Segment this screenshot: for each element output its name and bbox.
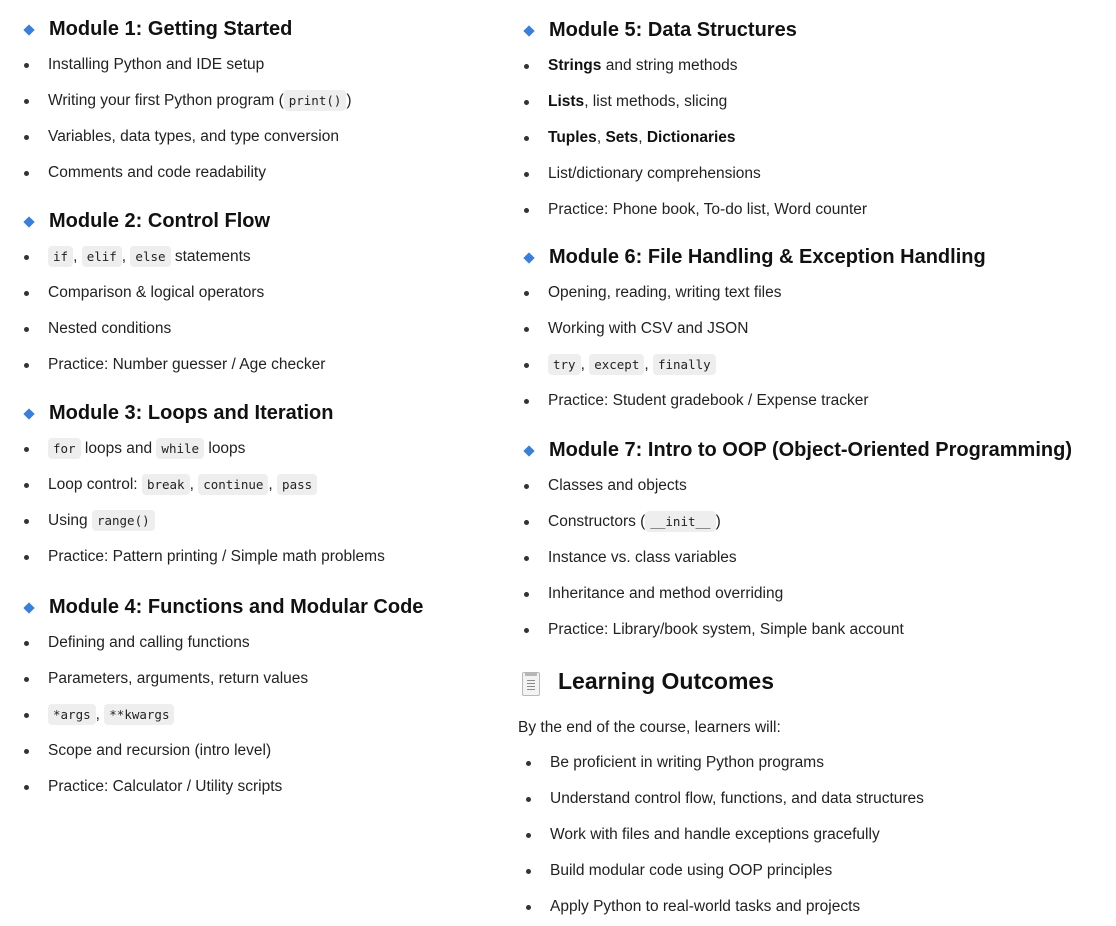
bullet-icon (526, 761, 531, 766)
text-run: Opening, reading, writing text files (548, 284, 782, 301)
item-text (548, 468, 687, 504)
item-text (548, 84, 727, 120)
item-text (48, 661, 308, 697)
text-run: loops and (80, 440, 157, 457)
bullet-icon (24, 327, 29, 332)
module-title: Module 4: Functions and Modular Code (49, 596, 424, 618)
text-run: Practice: Calculator / Utility scripts (48, 778, 283, 795)
item-text (48, 539, 385, 575)
bullet-icon (24, 785, 29, 790)
bullet-icon (24, 749, 29, 754)
text-run: , (189, 476, 199, 493)
item-text (548, 192, 867, 228)
text-run: Instance vs. class variables (548, 549, 737, 566)
code-snippet: for (48, 438, 81, 459)
outcome-item: Work with files and handle exceptions gracefully (502, 817, 1102, 853)
text-run: , (121, 248, 131, 265)
text-run: ) (346, 92, 352, 109)
item-text (48, 239, 251, 275)
bullet-icon (24, 135, 29, 140)
module-title: Module 1: Getting Started (49, 18, 293, 40)
item-text (548, 540, 737, 576)
learning-outcomes-intro: By the end of the course, learners will: (518, 719, 781, 736)
bullet-icon (24, 641, 29, 646)
text-run: Comparison & logical operators (48, 284, 265, 301)
bullet-icon (524, 208, 529, 213)
code-snippet: __init__ (645, 511, 715, 532)
item-text (48, 733, 271, 769)
code-snippet: try (548, 354, 581, 375)
text-run: , (580, 356, 590, 373)
text-run: Defining and calling functions (48, 634, 250, 651)
bullet-icon (524, 136, 529, 141)
text-run: , (268, 476, 278, 493)
bullet-icon (24, 677, 29, 682)
code-snippet: range() (92, 510, 155, 531)
text-run: Parameters, arguments, return values (48, 670, 309, 687)
outcome-item: Be proficient in writing Python programs (502, 745, 1102, 781)
item-text (548, 120, 736, 156)
bullet-icon (524, 628, 529, 633)
item-text (548, 275, 781, 311)
text-run: Inheritance and method overriding (548, 585, 784, 602)
notepad-icon (522, 672, 540, 696)
text-run: Variables, data types, and type conversion (48, 128, 339, 145)
text-run: Working with CSV and JSON (548, 320, 749, 337)
code-snippet: except (589, 354, 644, 375)
bullet-icon (524, 100, 529, 105)
text-run: , (638, 129, 647, 146)
text-run: Practice: Number guesser / Age checker (48, 356, 326, 373)
bullet-icon (524, 592, 529, 597)
text-run: and string methods (601, 57, 738, 74)
text-run: statements (170, 248, 251, 265)
item-text (48, 769, 282, 805)
item-text (548, 48, 738, 84)
text-run: , (73, 248, 82, 265)
module-title: Module 5: Data Structures (549, 19, 797, 41)
module-title: Module 3: Loops and Iteration (49, 402, 334, 424)
item-text (548, 156, 761, 192)
diamond-bullet-icon (523, 25, 534, 36)
bullet-icon (524, 291, 529, 296)
bullet-icon (524, 520, 529, 525)
text-run: , (644, 356, 653, 373)
code-snippet: else (130, 246, 170, 267)
bullet-icon (524, 64, 529, 69)
bullet-icon (24, 713, 29, 718)
text-run: Practice: Pattern printing / Simple math problems (48, 548, 385, 565)
text-run: Nested conditions (48, 320, 172, 337)
text-run: Writing your first Python program ( (48, 92, 284, 109)
text-run: Installing Python and IDE setup (48, 56, 265, 73)
bullet-icon (24, 555, 29, 560)
item-text (48, 83, 352, 119)
bullet-icon (526, 797, 531, 802)
diamond-bullet-icon (23, 24, 34, 35)
item-text (548, 311, 748, 347)
code-snippet: elif (82, 246, 122, 267)
bold-term: Tuples (548, 129, 597, 146)
bold-term: Lists (548, 93, 585, 110)
text-run: , (596, 129, 606, 146)
bold-term: Dictionaries (646, 129, 736, 146)
text-run: Loop control: (48, 476, 142, 493)
learning-outcomes-title: Learning Outcomes (558, 668, 774, 694)
code-snippet: break (142, 474, 190, 495)
code-snippet: while (156, 438, 204, 459)
item-text (48, 119, 339, 155)
code-snippet: finally (653, 354, 716, 375)
bullet-icon (24, 519, 29, 524)
code-snippet: if (48, 246, 73, 267)
text-run: Scope and recursion (intro level) (48, 742, 272, 759)
code-snippet: print() (284, 90, 347, 111)
item-text (48, 311, 171, 347)
bullet-icon (526, 869, 531, 874)
item-text (48, 503, 155, 539)
item-text (48, 155, 266, 191)
code-snippet: continue (198, 474, 268, 495)
item-text (48, 347, 325, 383)
bullet-icon (526, 833, 531, 838)
diamond-bullet-icon (23, 408, 34, 419)
item-text (48, 47, 264, 83)
bullet-icon (524, 556, 529, 561)
item-text (48, 431, 245, 467)
item-text (548, 576, 783, 612)
text-run: Comments and code readability (48, 164, 266, 181)
code-snippet: **kwargs (104, 704, 174, 725)
text-run: Using (48, 512, 92, 529)
bullet-icon (24, 171, 29, 176)
item-text (48, 625, 250, 661)
text-run: loops (204, 440, 246, 457)
bullet-icon (524, 363, 529, 368)
bullet-icon (24, 99, 29, 104)
outcome-item: Apply Python to real-world tasks and projects (502, 889, 1102, 925)
outcome-item: Understand control flow, functions, and data structures (502, 781, 1102, 817)
code-snippet: *args (48, 704, 96, 725)
bullet-icon (24, 255, 29, 260)
module-title: Module 7: Intro to OOP (Object-Oriented Programming) (549, 439, 1072, 461)
module-title: Module 6: File Handling & Exception Handling (549, 246, 986, 268)
item-text (48, 467, 317, 503)
text-run: , (95, 706, 105, 723)
diamond-bullet-icon (23, 216, 34, 227)
bullet-icon (524, 172, 529, 177)
bold-term: Strings (548, 57, 602, 74)
item-text (48, 275, 264, 311)
text-run: ) (715, 513, 721, 530)
bullet-icon (24, 447, 29, 452)
text-run: , list methods, slicing (584, 93, 728, 110)
learning-outcomes-list (502, 745, 1102, 925)
text-run: Constructors ( (548, 513, 646, 530)
diamond-bullet-icon (523, 252, 534, 263)
bullet-icon (24, 363, 29, 368)
text-run: Practice: Phone book, To-do list, Word counter (548, 201, 868, 218)
bullet-icon (524, 327, 529, 332)
bullet-icon (524, 484, 529, 489)
bold-term: Sets (605, 129, 639, 146)
item-text (548, 504, 721, 540)
text-run: Practice: Library/book system, Simple bank account (548, 621, 904, 638)
diamond-bullet-icon (523, 445, 534, 456)
bullet-icon (24, 483, 29, 488)
item-text (48, 697, 174, 733)
item-text (548, 347, 716, 383)
bullet-icon (24, 291, 29, 296)
bullet-icon (526, 905, 531, 910)
bullet-icon (524, 399, 529, 404)
code-snippet: pass (277, 474, 317, 495)
diamond-bullet-icon (23, 602, 34, 613)
item-text (548, 612, 904, 648)
text-run: Practice: Student gradebook / Expense tracker (548, 392, 869, 409)
module-title: Module 2: Control Flow (49, 210, 271, 232)
bullet-icon (24, 63, 29, 68)
outcome-item: Build modular code using OOP principles (502, 853, 1102, 889)
item-text (548, 383, 869, 419)
text-run: List/dictionary comprehensions (548, 165, 761, 182)
text-run: Classes and objects (548, 477, 687, 494)
